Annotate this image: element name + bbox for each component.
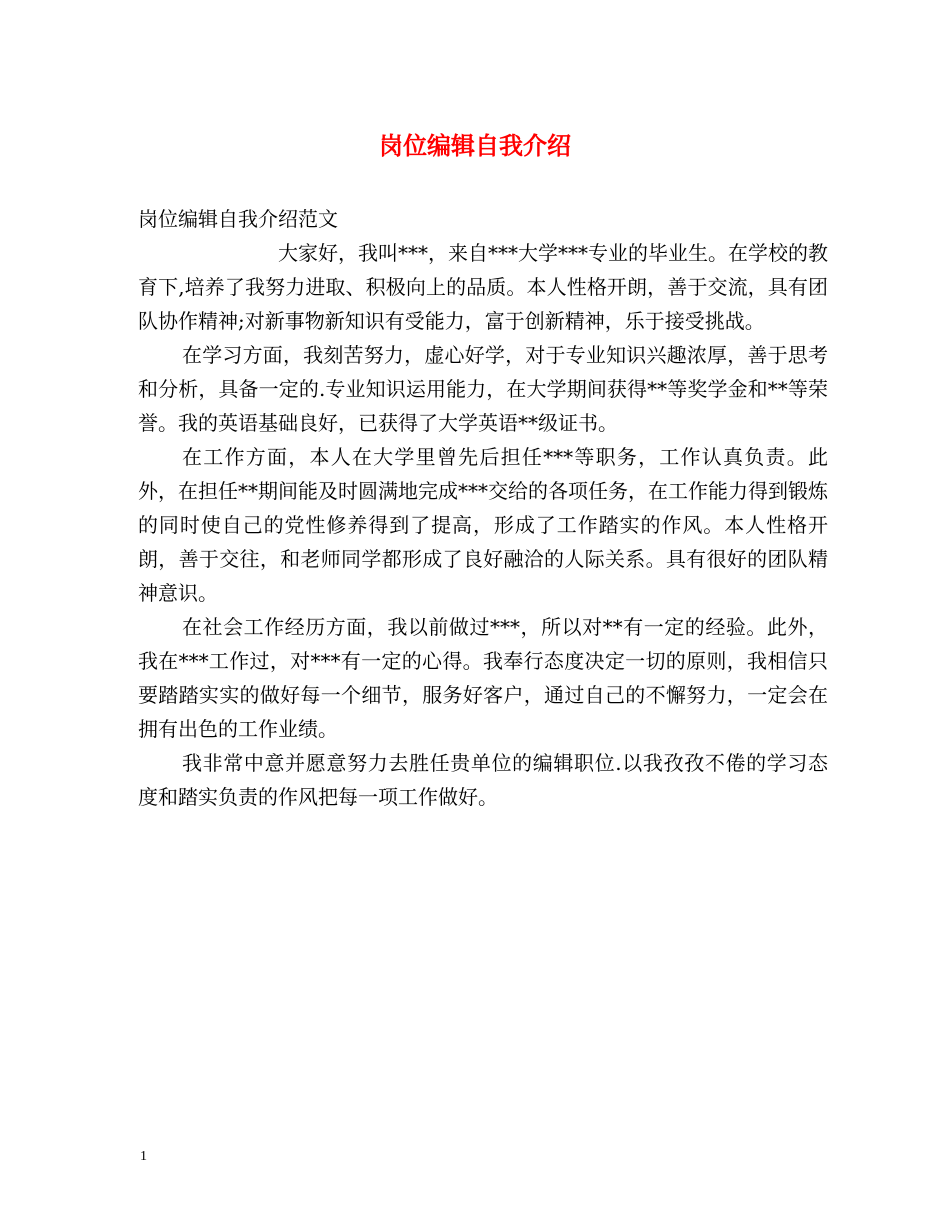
paragraph-closing: 我非常中意并愿意努力去胜任贵单位的编辑职位.以我孜孜不倦的学习态度和踏实负责的作风把每一项工作做好。 [138,751,828,809]
paragraph-study: 在学习方面，我刻苦努力，虚心好学，对于专业知识兴趣浓厚，善于思考和分析，具备一定的.专业知识运用能力，在大学期间获得**等奖学金和**等荣誉。我的英语基础良好，已获得了大学英语**级证书。 [138,343,828,435]
paragraph-work: 在工作方面，本人在大学里曾先后担任***等职务，工作认真负责。此外，在担任**期间能及时圆满地完成***交给的各项任务，在工作能力得到锻炼的同时使自己的党性修养得到了提高，形成了工作踏实的作风。本人性格开朗，善于交往，和老师同学都形成了良好融洽的人际关系。具有很好的团队精神意识。 [138,445,828,605]
paragraph-intro: 大家好，我叫***，来自***大学***专业的毕业生。在学校的教育下,培养了我努力进取、积极向上的品质。本人性格开朗，善于交流，具有团队协作精神;对新事物新知识有受能力，富于创新精神，乐于接受挑战。 [138,241,828,333]
paragraph-social-experience: 在社会工作经历方面，我以前做过***，所以对**有一定的经验。此外，我在***工作过，对***有一定的心得。我奉行态度决定一切的原则，我相信只要踏踏实实的做好每一个细节，服务好客户，通过自己的不懈努力，一定会在拥有出色的工作业绩。 [138,615,828,741]
page-number: 1 [140,1149,147,1164]
document-subtitle: 岗位编辑自我介绍范文 [138,207,338,231]
document-title: 岗位编辑自我介绍 [379,131,571,160]
document-body [138,202,828,814]
